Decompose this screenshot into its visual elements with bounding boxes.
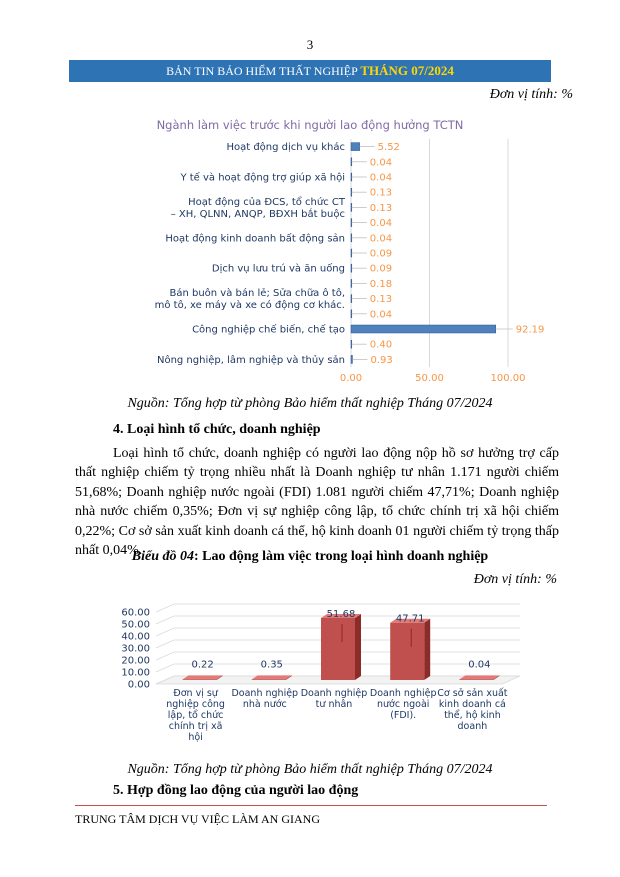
- footer-text: TRUNG TÂM DỊCH VỤ VIỆC LÀM AN GIANG: [75, 812, 321, 826]
- chart-2-category-label: chính trị xã: [168, 721, 223, 732]
- chart-2-bar-group: [252, 675, 292, 680]
- chart-1-value-label: 0.04: [369, 218, 393, 230]
- chart-1-value-label: 0.40: [369, 339, 393, 351]
- chart-2-title-lead: Biểu đồ 04: [131, 549, 195, 564]
- chart-2-y-tick: 20.00: [121, 655, 150, 667]
- chart-1-value-label: 0.13: [369, 187, 393, 199]
- chart-1-category-label: Hoạt động kinh doanh bất động sản: [165, 233, 345, 245]
- chart-1-value-label: 0.13: [369, 202, 393, 214]
- chart-2-bar-group: [390, 619, 430, 680]
- chart-2-y-tick: 0.00: [127, 679, 150, 691]
- section-4-paragraph: Loại hình tổ chức, doanh nghiệp có người lao động nộp hồ sơ hưởng trợ cấp thất nghiệp chiếm tỷ trọng nhiều nhất là Doanh nghiệp tư nhân 1.171 người chiếm 51,68%; Doanh nghiệp nước ngoài (FDI) 1.081 người chiếm 47,71%; Doanh nghiệp nhà nước chiếm 0,35%; Đơn vị sự nghiệp công lập, tổ chức chính trị xã hội chiếm 0,22%; Cơ sở sản xuất kinh doanh cá thể, hộ kinh doanh 01 người chiếm tỷ trọng thấp nhất 0,04%.: [75, 446, 559, 559]
- chart-2-category-label: tư nhân: [315, 699, 353, 710]
- chart-1-category-label: – XH, QLNN, ANQP, BĐXH bắt buộc: [170, 208, 345, 220]
- chart-2-category-label: nước ngoài: [376, 699, 430, 710]
- chart-2-bar-group: [459, 675, 499, 680]
- chart-2-y-tick: 10.00: [121, 667, 150, 679]
- header-title: BẢN TIN BẢO HIỂM THẤT NGHIỆP: [166, 64, 358, 78]
- chart-1-bar: [351, 340, 352, 348]
- chart-2-bar-side: [424, 619, 430, 680]
- chart-1-bar: [351, 173, 352, 181]
- chart-2-title-rest: : Lao động làm việc trong loại hình doanh nghiệp: [194, 549, 489, 564]
- chart-1-category-label: Y tế và hoạt động trợ giúp xã hội: [180, 172, 345, 184]
- chart-2-title: [0, 549, 620, 565]
- chart-1-value-label: 0.09: [369, 248, 393, 260]
- chart-1-category-label: mô tô, xe máy và xe có động cơ khác.: [154, 300, 345, 312]
- chart-2-y-tick: 60.00: [121, 607, 150, 619]
- chart-2-category-label: Doanh nghiệp: [369, 688, 437, 699]
- chart-2-bar: [321, 618, 355, 680]
- page-number: 3: [306, 37, 314, 52]
- chart-1-value-label: 0.04: [369, 157, 393, 169]
- chart-2-category-label: nghiệp công: [166, 699, 225, 710]
- source-note-1: Nguồn: Tổng hợp từ phòng Bảo hiểm thất nghiệp Tháng 07/2024: [127, 396, 493, 411]
- chart-2-bar-side: [355, 614, 361, 680]
- chart-1-x-tick: 50.00: [415, 373, 444, 384]
- chart-2-y-tick: 30.00: [121, 643, 150, 655]
- chart-1-bar: [351, 219, 352, 227]
- chart-1-bar: [351, 310, 352, 318]
- chart-2-value-label: 0.22: [191, 659, 214, 671]
- chart-2-value-label: 0.04: [468, 659, 491, 671]
- chart-2-category-label: hội: [188, 732, 203, 743]
- chart-1-value-label: 0.13: [369, 294, 393, 306]
- chart-1-bar: [351, 158, 352, 166]
- chart-1-value-label: 0.09: [369, 263, 393, 275]
- chart-1-bar: [351, 264, 352, 272]
- chart-1-bar: [351, 325, 496, 333]
- chart-1-category-label: Công nghiệp chế biến, chế tạo: [192, 324, 345, 336]
- chart-2-bar: [459, 679, 493, 680]
- chart-2-bar-group: [321, 614, 361, 680]
- chart-1-title: Ngành làm việc trước khi người lao động hưởng TCTN: [156, 118, 464, 132]
- chart-1-bar: [351, 295, 352, 303]
- chart-1-x-tick: 100.00: [490, 373, 526, 384]
- chart-1-value-label: 0.04: [369, 172, 393, 184]
- chart-2-value-label: 0.35: [260, 659, 283, 671]
- chart-1-category-label: Bán buôn và bán lẻ; Sửa chữa ô tô,: [169, 288, 345, 300]
- header-banner: [69, 60, 551, 82]
- chart-1-bar: [351, 234, 352, 242]
- chart-2-bar: [390, 623, 424, 680]
- chart-1-value-label: 0.18: [369, 278, 393, 290]
- chart-2-y-tick: 50.00: [121, 619, 150, 631]
- chart-2-category-label: Doanh nghiệp: [231, 688, 299, 699]
- chart-2-category-label: thể, hộ kinh: [444, 710, 501, 721]
- chart-2-bar-top: [459, 675, 499, 679]
- chart-1-bar: [351, 188, 352, 196]
- chart-1-bar: [351, 355, 352, 363]
- chart-1-value-label: 5.52: [377, 142, 400, 154]
- enterprise-type-chart: [110, 592, 530, 752]
- chart-2-value-label: 47.71: [395, 613, 425, 625]
- section-5-heading: 5. Hợp đồng lao động của người lao động: [113, 783, 359, 798]
- chart-2-category-label: nhà nước: [242, 699, 287, 710]
- chart-1-bar: [351, 143, 360, 151]
- chart-2-category-label: kinh doanh cá: [438, 699, 506, 710]
- chart-2-category-label: Cơ sở sản xuất: [437, 688, 508, 699]
- unit-label-2: Đơn vị tính: %: [473, 572, 557, 587]
- chart-2-category-label: doanh: [457, 721, 488, 732]
- chart-1-x-tick: 0.00: [339, 373, 363, 384]
- chart-2-category-label: (FDI).: [390, 710, 417, 721]
- footer-divider: [75, 805, 547, 806]
- section-4-heading: 4. Loại hình tổ chức, doanh nghiệp: [113, 422, 321, 437]
- chart-1-bar: [351, 203, 352, 211]
- chart-1-category-label: Nông nghiệp, lâm nghiệp và thủy sản: [156, 354, 345, 366]
- chart-2-category-label: Đơn vị sự: [173, 688, 218, 699]
- chart-2-bar: [183, 679, 217, 680]
- chart-1-value-label: 0.04: [369, 309, 393, 321]
- header-month: THÁNG 07/2024: [360, 63, 454, 78]
- chart-2-y-tick: 40.00: [121, 631, 150, 643]
- chart-1-category-label: Dịch vụ lưu trú và ăn uống: [211, 263, 345, 275]
- chart-1-value-label: 92.19: [515, 324, 545, 336]
- industry-bar-chart: [69, 112, 551, 390]
- chart-2-bar-group: [183, 675, 223, 680]
- chart-2-bar-top: [183, 675, 223, 679]
- chart-1-value-label: 0.04: [369, 233, 393, 245]
- chart-1-bar: [351, 279, 352, 287]
- chart-1-category-label: Hoạt động của ĐCS, tổ chức CT: [188, 196, 345, 208]
- chart-2-category-label: Doanh nghiệp: [300, 688, 368, 699]
- chart-1-category-label: Hoạt động dịch vụ khác: [226, 142, 345, 154]
- chart-1-value-label: 0.93: [370, 354, 393, 366]
- source-note-2: Nguồn: Tổng hợp từ phòng Bảo hiểm thất nghiệp Tháng 07/2024: [127, 762, 493, 777]
- chart-2-bar-top: [252, 675, 292, 679]
- chart-1-bar: [351, 249, 352, 257]
- unit-label-1: Đơn vị tính: %: [489, 87, 573, 102]
- chart-2-value-label: 51.68: [326, 608, 356, 620]
- chart-2-category-label: lập, tổ chức: [167, 710, 224, 721]
- chart-2-bar: [252, 679, 286, 680]
